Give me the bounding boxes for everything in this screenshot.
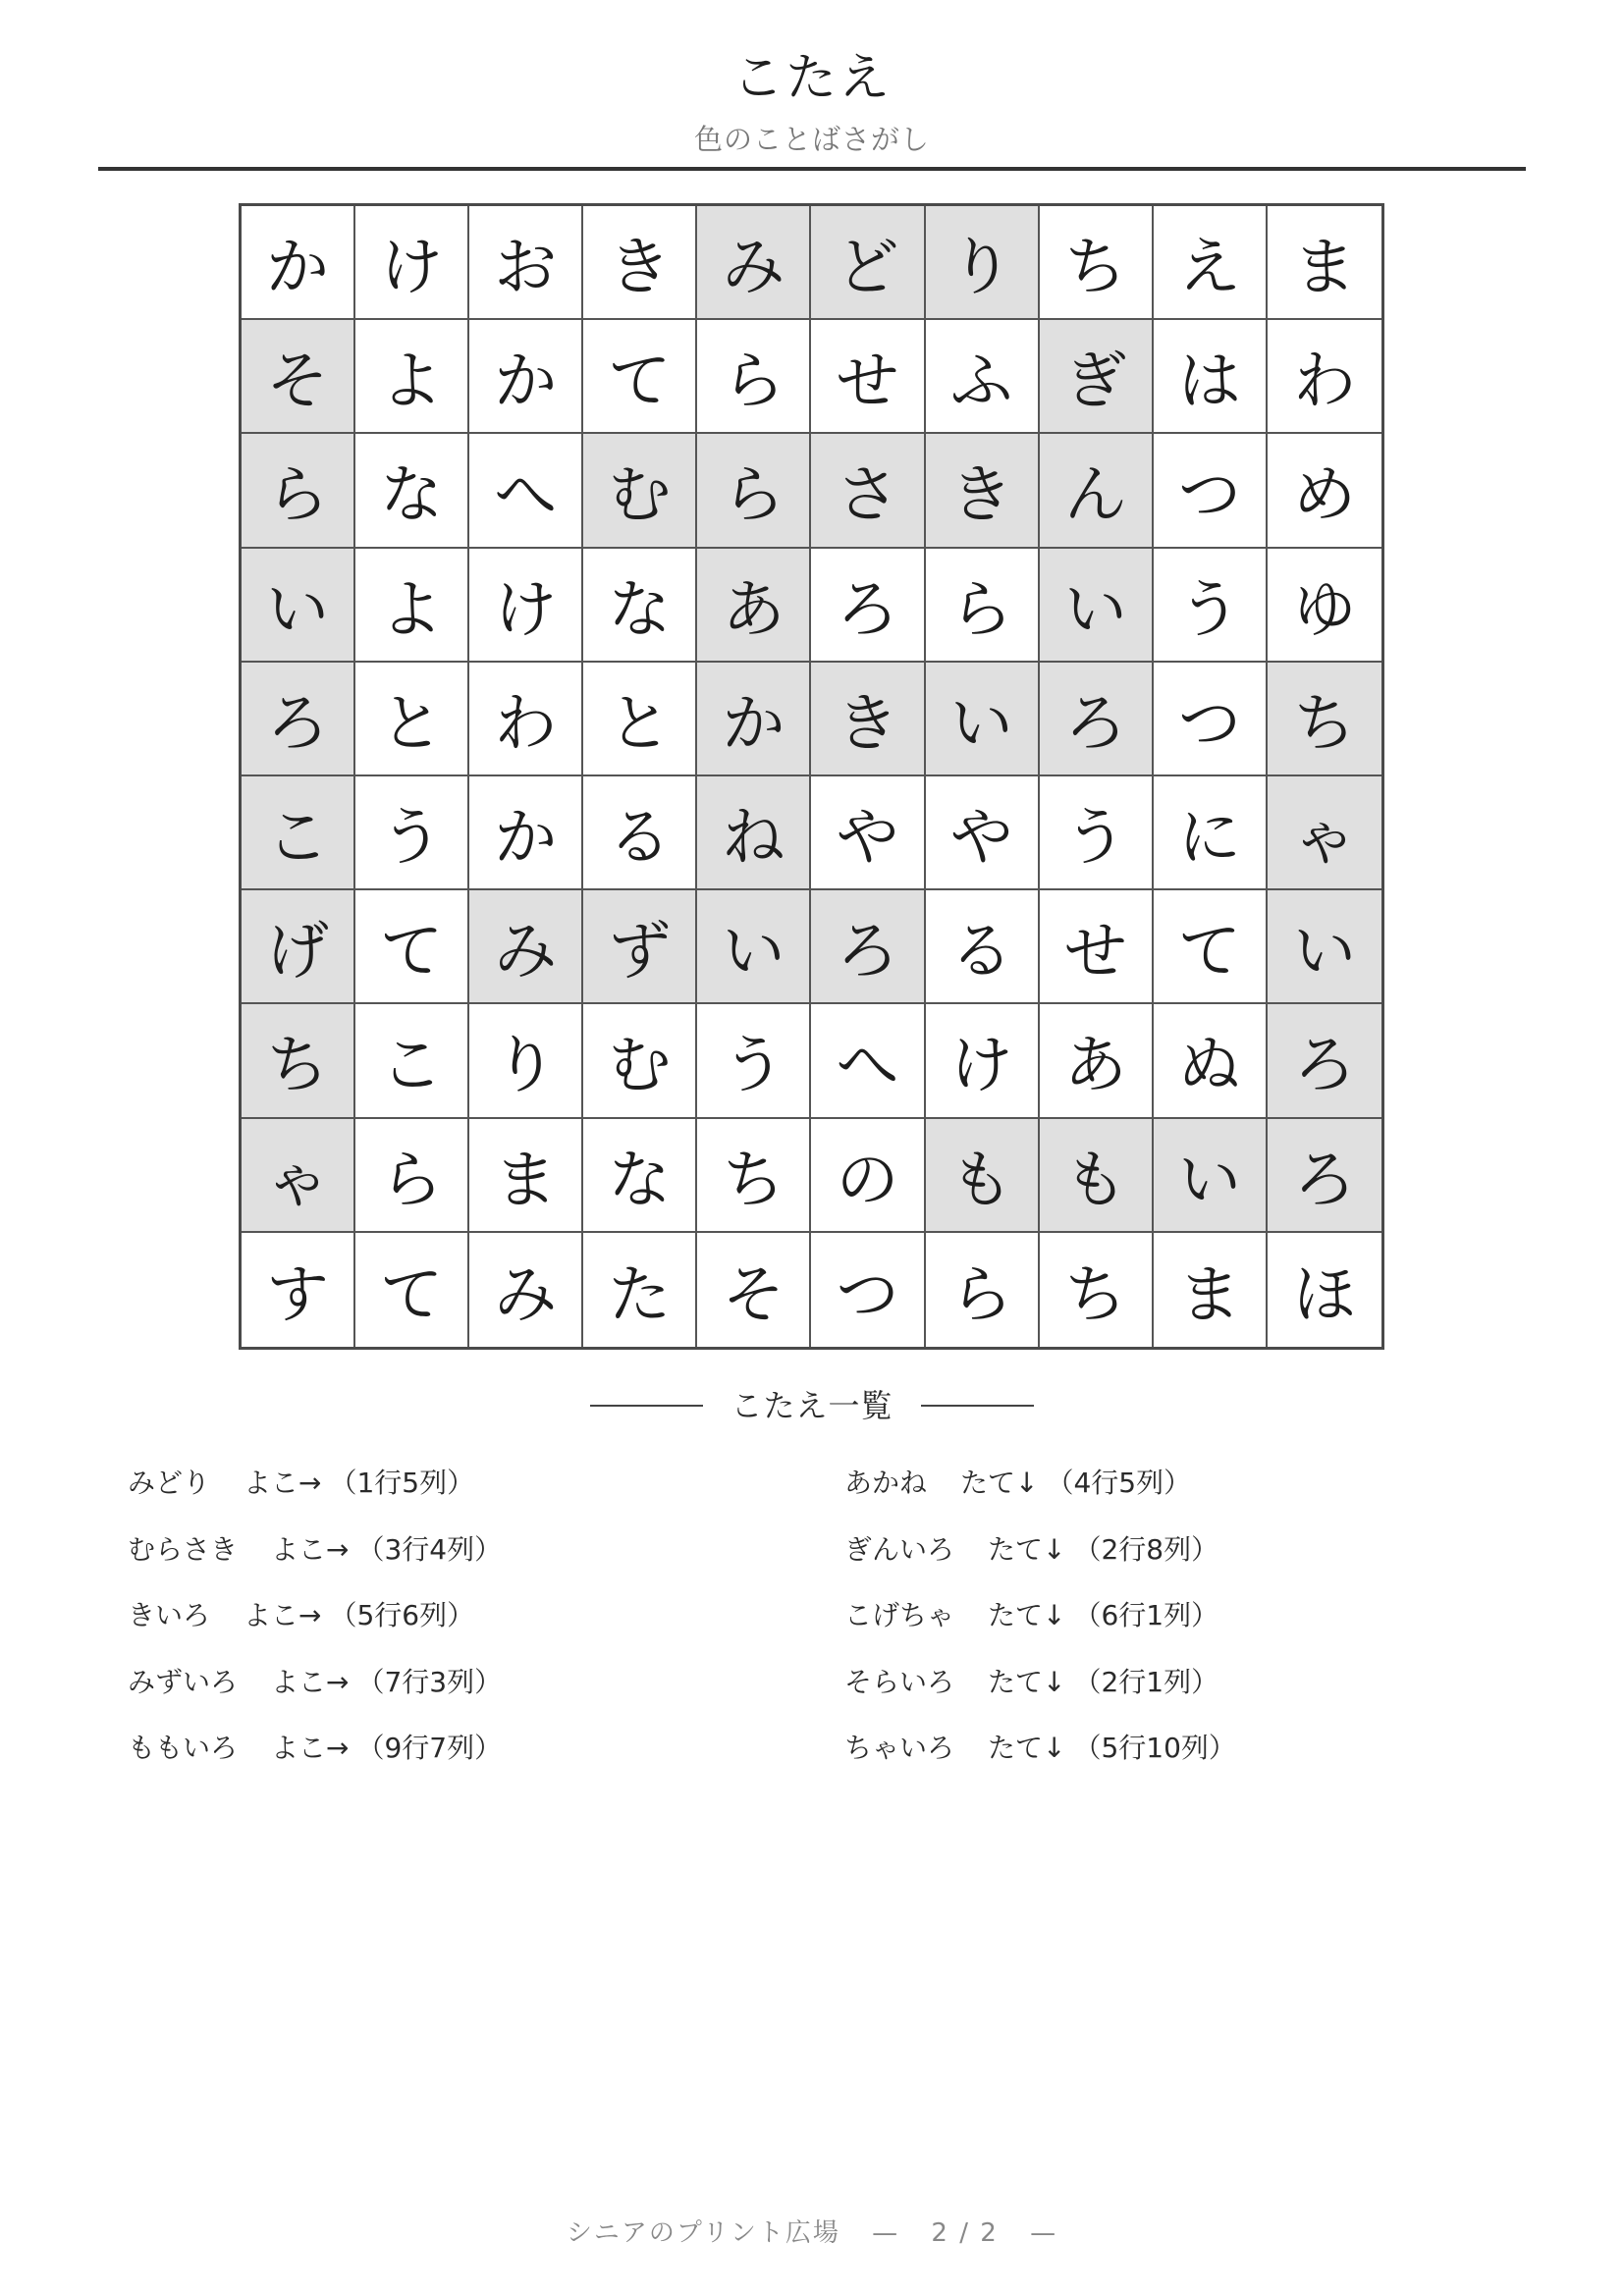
grid-cell: わ xyxy=(1268,320,1381,434)
grid-cell: か xyxy=(697,663,811,776)
answer-word: ぎんいろ xyxy=(844,1532,955,1566)
grid-cell: の xyxy=(811,1119,925,1233)
grid-cell: ろ xyxy=(1040,663,1154,776)
grid-cell: と xyxy=(583,663,697,776)
grid-cell: ど xyxy=(811,206,925,320)
grid-cell: に xyxy=(1154,776,1268,890)
page-subtitle: 色のことばさがし xyxy=(693,123,930,156)
grid-cell: ず xyxy=(583,890,697,1004)
grid-cell: も xyxy=(1040,1119,1154,1233)
grid-cell: る xyxy=(926,890,1040,1004)
grid-cell: て xyxy=(355,890,469,1004)
grid-cell: ゃ xyxy=(242,1119,355,1233)
grid-cell: や xyxy=(811,776,925,890)
grid-cell: つ xyxy=(1154,434,1268,548)
answer-position: （6行1列） xyxy=(1073,1599,1219,1631)
answer-direction: よこ→ xyxy=(271,1532,350,1566)
answer-word: むらさき xyxy=(128,1532,239,1566)
grid-cell: み xyxy=(469,1233,583,1347)
answer-item xyxy=(128,1599,502,1666)
grid-cell: い xyxy=(242,549,355,663)
grid-cell: ち xyxy=(697,1119,811,1233)
grid-cell: ら xyxy=(697,320,811,434)
grid-cell: ち xyxy=(1268,663,1381,776)
answer-word: こげちゃ xyxy=(844,1599,955,1631)
grid-cell: い xyxy=(697,890,811,1004)
grid-cell: り xyxy=(469,1004,583,1118)
grid-cell: け xyxy=(469,549,583,663)
grid-cell: む xyxy=(583,434,697,548)
grid-cell: ぎ xyxy=(1040,320,1154,434)
grid-cell: え xyxy=(1154,206,1268,320)
grid-cell: る xyxy=(583,776,697,890)
grid-cell: そ xyxy=(697,1233,811,1347)
answer-position: （4行5列） xyxy=(1046,1467,1192,1499)
grid-cell: つ xyxy=(1154,663,1268,776)
grid-cell: あ xyxy=(1040,1004,1154,1118)
grid-cell: け xyxy=(926,1004,1040,1118)
grid-cell: ろ xyxy=(242,663,355,776)
grid-cell: へ xyxy=(811,1004,925,1118)
answer-direction: たて↓ xyxy=(988,1732,1066,1764)
word-search-grid xyxy=(239,203,1384,1350)
grid-cell: ま xyxy=(469,1119,583,1233)
grid-cell: こ xyxy=(355,1004,469,1118)
answer-position: （7行3列） xyxy=(356,1665,503,1698)
grid-cell: ら xyxy=(926,549,1040,663)
footer-sep-2: — xyxy=(1030,2218,1058,2248)
grid-cell: ろ xyxy=(811,549,925,663)
grid-cell: ほ xyxy=(1268,1233,1381,1347)
grid-cell: て xyxy=(355,1233,469,1347)
grid-cell: ね xyxy=(697,776,811,890)
answer-word: ももいろ xyxy=(128,1732,239,1764)
grid-cell: な xyxy=(583,1119,697,1233)
grid-cell: う xyxy=(1154,549,1268,663)
grid-cell: ら xyxy=(355,1119,469,1233)
grid-cell: い xyxy=(1268,890,1381,1004)
grid-cell: お xyxy=(469,206,583,320)
grid-cell: い xyxy=(926,663,1040,776)
heading-line-left xyxy=(590,1405,703,1407)
grid-cell: よ xyxy=(355,549,469,663)
answer-direction: よこ→ xyxy=(271,1665,350,1698)
answer-word: きいろ xyxy=(128,1599,211,1631)
footer xyxy=(0,2216,1624,2250)
answer-item xyxy=(128,1533,502,1600)
heading-line-right xyxy=(921,1405,1034,1407)
grid-cell: と xyxy=(355,663,469,776)
grid-cell: こ xyxy=(242,776,355,890)
grid-cell: な xyxy=(355,434,469,548)
grid-cell: め xyxy=(1268,434,1381,548)
answer-position: （1行5列） xyxy=(329,1467,475,1499)
answer-list-right xyxy=(844,1467,1236,1798)
answer-word: みどり xyxy=(128,1467,211,1499)
grid-cell: ら xyxy=(697,434,811,548)
grid-cell: ん xyxy=(1040,434,1154,548)
grid-cell: ち xyxy=(1040,1233,1154,1347)
grid-cell: ろ xyxy=(1268,1004,1381,1118)
answer-word: ちゃいろ xyxy=(844,1732,955,1764)
grid-cell: か xyxy=(242,206,355,320)
grid-cell: つ xyxy=(811,1233,925,1347)
grid-cell: も xyxy=(926,1119,1040,1233)
grid-cell: ち xyxy=(1040,206,1154,320)
answer-word: あかね xyxy=(844,1467,928,1499)
grid-cell: ゃ xyxy=(1268,776,1381,890)
grid-cell: む xyxy=(583,1004,697,1118)
grid-cell: た xyxy=(583,1233,697,1347)
answer-item xyxy=(844,1599,1236,1666)
grid-cell: か xyxy=(469,320,583,434)
grid-cell: せ xyxy=(811,320,925,434)
answer-item xyxy=(128,1732,502,1798)
answer-list-left xyxy=(128,1467,502,1798)
answer-item xyxy=(844,1732,1236,1798)
grid-cell: げ xyxy=(242,890,355,1004)
grid-cell: は xyxy=(1154,320,1268,434)
grid-cell: ろ xyxy=(1268,1119,1381,1233)
grid-cell: ち xyxy=(242,1004,355,1118)
grid-cell: か xyxy=(469,776,583,890)
answer-direction: たて↓ xyxy=(988,1599,1066,1631)
answer-word: そらいろ xyxy=(844,1665,955,1698)
grid-cell: ま xyxy=(1154,1233,1268,1347)
grid-cell: う xyxy=(697,1004,811,1118)
answers-heading xyxy=(0,1386,1624,1425)
grid-cell: い xyxy=(1154,1119,1268,1233)
grid-cell: み xyxy=(697,206,811,320)
header-divider xyxy=(98,167,1526,171)
grid-cell: ぬ xyxy=(1154,1004,1268,1118)
grid-cell: う xyxy=(355,776,469,890)
answer-word: みずいろ xyxy=(128,1665,239,1698)
answer-item xyxy=(128,1467,502,1533)
answers-heading-label: こたえ一覧 xyxy=(731,1387,893,1424)
answer-direction: たて↓ xyxy=(960,1467,1039,1499)
grid-cell: ろ xyxy=(811,890,925,1004)
grid-cell: ま xyxy=(1268,206,1381,320)
grid-cell: そ xyxy=(242,320,355,434)
grid-cell: ら xyxy=(242,434,355,548)
grid-cell: け xyxy=(355,206,469,320)
answer-item xyxy=(844,1533,1236,1600)
grid-cell: ら xyxy=(926,1233,1040,1347)
grid-cell: き xyxy=(583,206,697,320)
grid-cell: へ xyxy=(469,434,583,548)
grid-cell: や xyxy=(926,776,1040,890)
answer-direction: たて↓ xyxy=(988,1532,1066,1566)
answer-position: （5行10列） xyxy=(1073,1732,1236,1764)
grid-cell: な xyxy=(583,549,697,663)
grid-cell: さ xyxy=(811,434,925,548)
footer-page: 2 / 2 xyxy=(931,2218,999,2248)
grid-cell: よ xyxy=(355,320,469,434)
answer-direction: たて↓ xyxy=(988,1665,1066,1698)
answer-item xyxy=(128,1666,502,1733)
grid-cell: ゆ xyxy=(1268,549,1381,663)
grid-cell: て xyxy=(583,320,697,434)
answer-direction: よこ→ xyxy=(271,1732,350,1764)
grid-cell: わ xyxy=(469,663,583,776)
grid-cell: て xyxy=(1154,890,1268,1004)
grid-cell: み xyxy=(469,890,583,1004)
footer-site: シニアのプリント広場 xyxy=(566,2218,840,2248)
page-title: こたえ xyxy=(731,49,892,108)
answer-direction: よこ→ xyxy=(244,1467,322,1499)
grid-cell: い xyxy=(1040,549,1154,663)
answer-position: （2行1列） xyxy=(1073,1665,1219,1698)
grid-cell: き xyxy=(926,434,1040,548)
answer-position: （2行8列） xyxy=(1073,1532,1219,1566)
grid-cell: ふ xyxy=(926,320,1040,434)
grid-cell: せ xyxy=(1040,890,1154,1004)
footer-sep-1: — xyxy=(872,2218,900,2248)
grid-cell: す xyxy=(242,1233,355,1347)
grid-cell: う xyxy=(1040,776,1154,890)
answer-position: （9行7列） xyxy=(356,1732,503,1764)
answer-direction: よこ→ xyxy=(244,1599,322,1631)
answer-position: （3行4列） xyxy=(356,1532,503,1566)
grid-cell: り xyxy=(926,206,1040,320)
answer-item xyxy=(844,1666,1236,1733)
answer-position: （5行6列） xyxy=(329,1599,475,1631)
grid-cell: き xyxy=(811,663,925,776)
answer-item xyxy=(844,1467,1236,1533)
grid-cell: あ xyxy=(697,549,811,663)
